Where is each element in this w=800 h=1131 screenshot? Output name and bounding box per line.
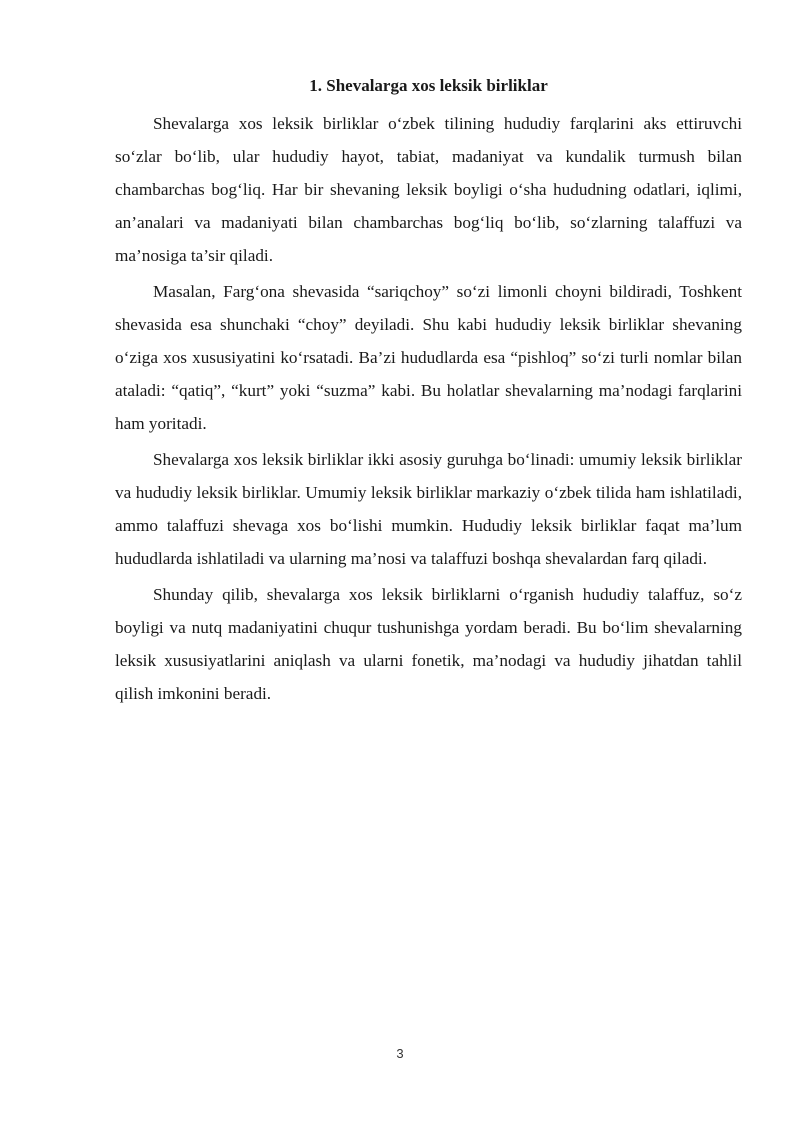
document-page xyxy=(115,74,742,713)
paragraph-2: Masalan, Farg‘ona shevasida “sariqchoy” so‘zi limonli choyni bildiradi, Toshkent shevasida esa shunchaki “choy” deyiladi. Shu kabi hududiy leksik birliklar shevaning o‘ziga xos xususiyatini ko‘rsatadi. Ba’zi hududlarda esa “pishloq” so‘zi turli nomlar bilan ataladi: “qatiq”, “kurt” yoki “suzma” kabi. Bu holatlar shevalarning ma’nodagi farqlarini ham yoritadi. xyxy=(115,282,742,433)
paragraph-1: Shevalarga xos leksik birliklar o‘zbek tilining hududiy farqlarini aks ettiruvchi so‘zlar bo‘lib, ular hududiy hayot, tabiat, madaniyat va kundalik turmush bilan chambarchas bog‘liq. Har bir shevaning leksik boyligi o‘sha hududning odatlari, iqlimi, an’analari va madaniyati bilan chambarchas bog‘liq bo‘lib, so‘zlarning talaffuzi va ma’nosiga ta’sir qiladi. xyxy=(115,114,742,265)
paragraph-3: Shevalarga xos leksik birliklar ikki asosiy guruhga bo‘linadi: umumiy leksik birliklar va hududiy leksik birliklar. Umumiy leksik birliklar markaziy o‘zbek tilida ham ishlatiladi, ammo talaffuzi shevaga xos bo‘lishi mumkin. Hududiy leksik birliklar faqat ma’lum hududlarda ishlatiladi va ularning ma’nosi va talaffuzi boshqa shevalardan farq qiladi. xyxy=(115,450,742,568)
paragraph-4: Shunday qilib, shevalarga xos leksik birliklarni o‘rganish hududiy talaffuz, so‘z boyligi va nutq madaniyatini chuqur tushunishga yordam beradi. Bu bo‘lim shevalarning leksik xususiyatlarini aniqlash va ularni fonetik, ma’nodagi va hududiy jihatdan tahlil qilish imkonini beradi. xyxy=(115,585,742,703)
section-heading: 1. Shevalarga xos leksik birliklar xyxy=(309,76,548,95)
page-number: 3 xyxy=(396,1046,404,1061)
